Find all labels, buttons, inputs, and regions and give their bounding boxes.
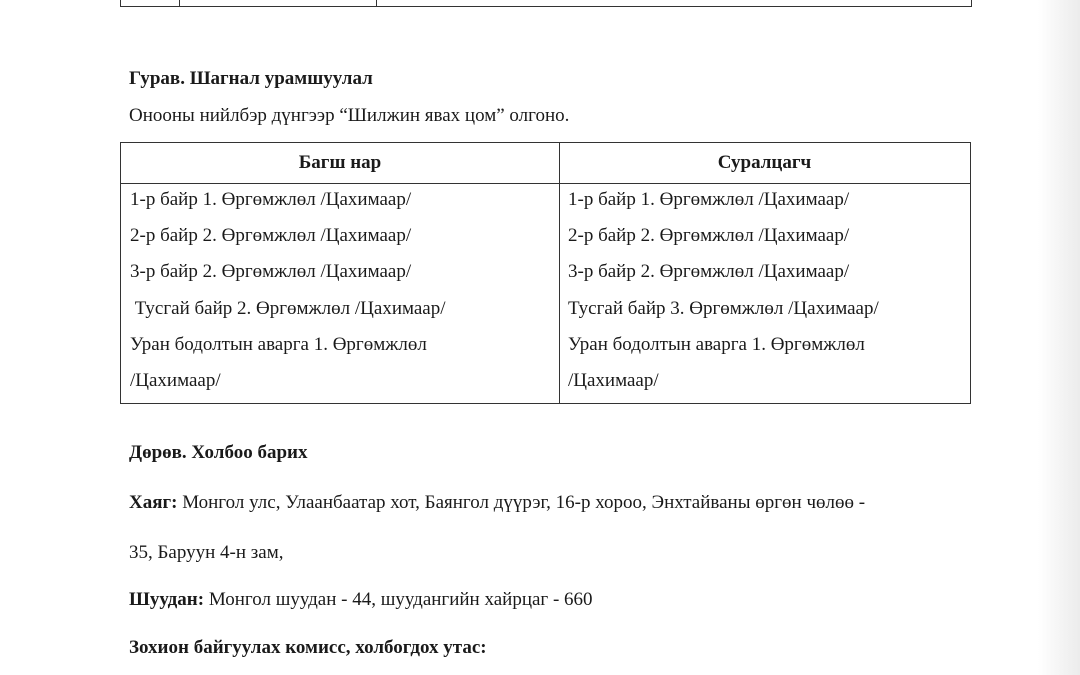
- students-award-line: 3-р байр 2. Өргөмжлөл /Цахимаар/: [568, 261, 850, 282]
- students-award-line: Тусгай байр 3. Өргөмжлөл /Цахимаар/: [568, 298, 879, 319]
- table-column-divider: [559, 143, 560, 403]
- teachers-award-line: 2-р байр 2. Өргөмжлөл /Цахимаар/: [130, 225, 412, 246]
- students-column-header: Суралцагч: [717, 152, 812, 173]
- table-column-divider: [376, 0, 377, 6]
- table-header-divider: [121, 183, 970, 184]
- mail-label: Шуудан:: [129, 589, 205, 610]
- teachers-award-line: Тусгай байр 2. Өргөмжлөл /Цахимаар/: [130, 298, 446, 319]
- teachers-column-header: Багш нар: [298, 152, 382, 173]
- mail-text: Монгол шуудан - 44, шуудангийн хайрцаг - 660: [204, 589, 593, 610]
- section-three-heading: Гурав. Шагнал урамшуулал: [129, 68, 373, 89]
- students-award-line: Уран бодолтын аварга 1. Өргөмжлөл: [568, 334, 865, 355]
- award-table: [120, 142, 971, 404]
- committee-heading: Зохион байгуулах комисс, холбогдох утас:: [129, 637, 487, 658]
- students-award-line: 1-р байр 1. Өргөмжлөл /Цахимаар/: [568, 189, 850, 210]
- section-four-heading: Дөрөв. Холбоо барих: [129, 442, 308, 463]
- table-column-divider: [179, 0, 180, 6]
- previous-table-bottom: [120, 0, 972, 7]
- address-label: Хаяг:: [129, 492, 178, 513]
- students-award-line: 2-р байр 2. Өргөмжлөл /Цахимаар/: [568, 225, 850, 246]
- section-three-intro: Онооны нийлбэр дүнгээр “Шилжин явах цом” олгоно.: [129, 105, 570, 126]
- mail-line: [129, 589, 593, 611]
- address-line: [129, 492, 865, 514]
- teachers-award-line: 1-р байр 1. Өргөмжлөл /Цахимаар/: [130, 189, 412, 210]
- address-text: Монгол улс, Улаанбаатар хот, Баянгол дүүрэг, 16-р хороо, Энхтайваны өргөн чөлөө -: [177, 492, 866, 513]
- teachers-award-line: Уран бодолтын аварга 1. Өргөмжлөл: [130, 334, 427, 355]
- teachers-award-line: 3-р байр 2. Өргөмжлөл /Цахимаар/: [130, 261, 412, 282]
- students-award-line: /Цахимаар/: [568, 370, 659, 391]
- page-edge-shadow: [1038, 0, 1080, 675]
- teachers-award-line: /Цахимаар/: [130, 370, 221, 391]
- address-line-continued: 35, Баруун 4-н зам,: [129, 542, 284, 563]
